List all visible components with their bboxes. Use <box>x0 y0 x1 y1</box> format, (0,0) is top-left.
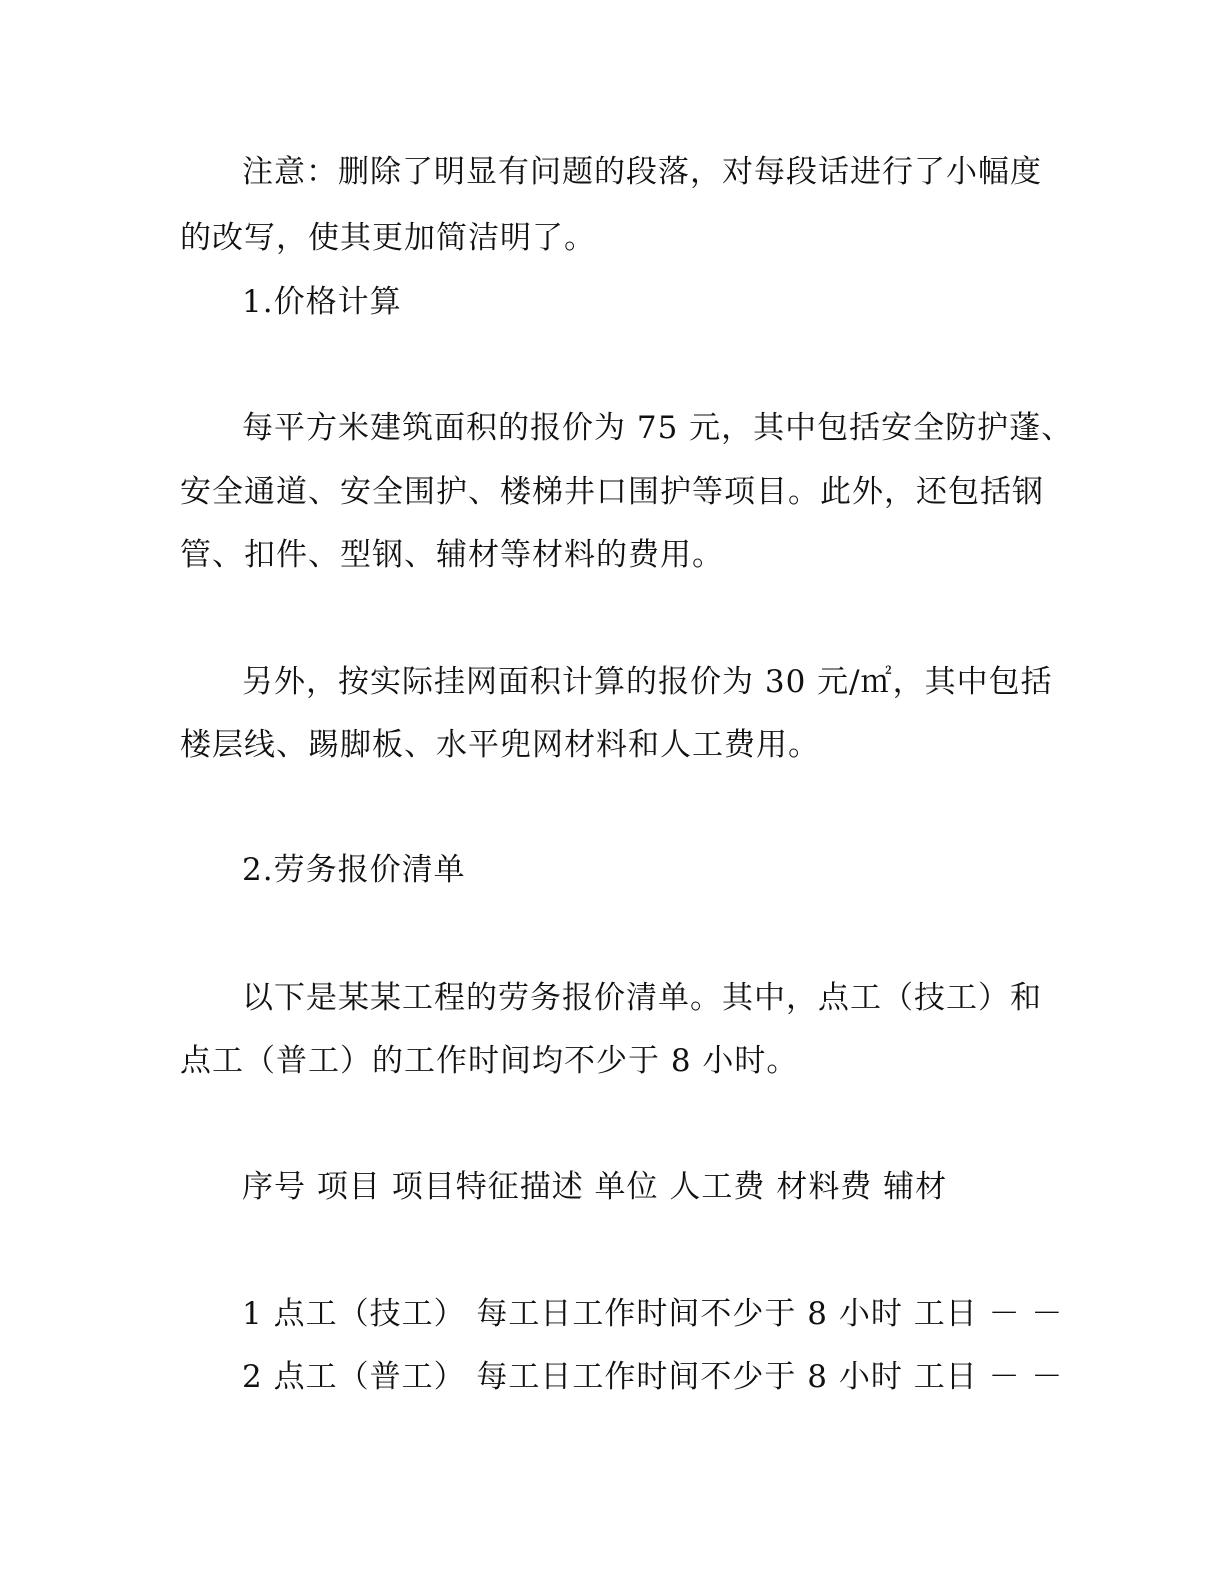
paragraph-2-line-1: 另外，按实际挂网面积计算的报价为 30 元/㎡，其中包括 <box>242 664 1053 700</box>
paragraph-1-line-3: 管、扣件、型钢、辅材等材料的费用。 <box>180 537 724 573</box>
table-row: 1 点工（技工） 每工日工作时间不少于 8 小时 工日 － － <box>242 1296 1064 1332</box>
paragraph-1-line-1: 每平方米建筑面积的报价为 75 元，其中包括安全防护蓬、 <box>242 410 1074 446</box>
paragraph-2-line-2: 楼层线、踢脚板、水平兜网材料和人工费用。 <box>180 727 820 763</box>
section-heading-labor-quote: 2.劳务报价清单 <box>242 852 466 888</box>
section-heading-price-calculation: 1.价格计算 <box>242 284 402 320</box>
note-line-1: 注意：删除了明显有问题的段落，对每段话进行了小幅度 <box>242 154 1042 190</box>
table-row: 2 点工（普工） 每工日工作时间不少于 8 小时 工日 － － <box>242 1359 1064 1395</box>
paragraph-3-line-2: 点工（普工）的工作时间均不少于 8 小时。 <box>180 1043 799 1079</box>
paragraph-3-line-1: 以下是某某工程的劳务报价清单。其中，点工（技工）和 <box>242 980 1042 1016</box>
table-header-row: 序号 项目 项目特征描述 单位 人工费 材料费 辅材 <box>242 1169 948 1205</box>
paragraph-1-line-2: 安全通道、安全围护、楼梯井口围护等项目。此外，还包括钢 <box>180 474 1044 510</box>
note-line-2: 的改写，使其更加简洁明了。 <box>180 220 596 256</box>
